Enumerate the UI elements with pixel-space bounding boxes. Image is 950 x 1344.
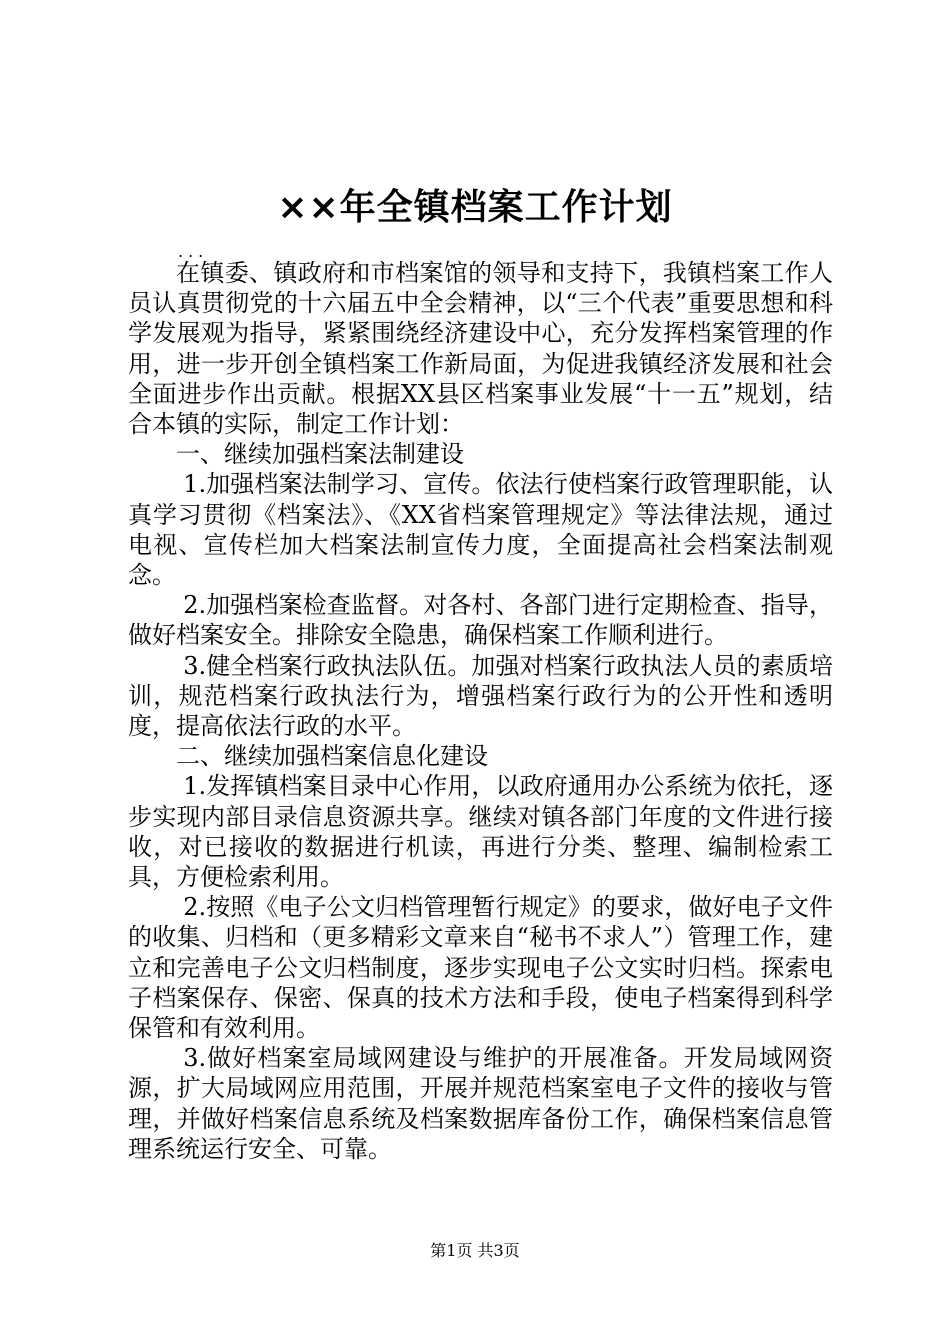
document-title: ××年全镇档案工作计划 <box>277 187 673 228</box>
section-heading: 一、继续加强档案法制建设 <box>176 440 464 469</box>
section-item: 3.做好档案室局域网建设与维护的开展准备。开发局域网资源，扩大局域网应用范围，开展并规范档案室电子文件的接收与管理，并做好档案信息系统及档案数据库备份工作，确保档案信息管理系统运行安全、可靠。 <box>128 1044 833 1163</box>
section-item: 3.健全档案行政执法队伍。加强对档案行政执法人员的素质培训，规范档案行政执法行为，增强档案行政行为的公开性和透明度，提高依法行政的水平。 <box>128 651 833 741</box>
section-item: 1.加强档案法制学习、宣传。依法行使档案行政管理职能，认真学习贯彻《档案法》、《XX省档案管理规定》等法律法规，通过电视、宣传栏加大档案法制宣传力度，全面提高社会档案法制观念。 <box>128 470 833 590</box>
section-heading: 二、继续加强档案信息化建设 <box>176 742 488 771</box>
ellipsis-marker: ... <box>178 242 209 261</box>
section-item: 1.发挥镇档案目录中心作用，以政府通用办公系统为依托，逐步实现内部目录信息资源共享。继续对镇各部门年度的文件进行接收，对已接收的数据进行机读，再进行分类、整理、编制检索工具，方便检索利用。 <box>128 772 833 892</box>
intro-paragraph: 在镇委、镇政府和市档案馆的领导和支持下，我镇档案工作人员认真贯彻党的十六届五中全会精神，以“三个代表”重要思想和科学发展观为指导，紧紧围绕经济建设中心，充分发挥档案管理的作用，进一步开创全镇档案工作新局面，为促进我镇经济发展和社会全面进步作出贡献。根据XX县区档案事业发展“十一五”规划，结合本镇的实际，制定工作计划： <box>128 259 833 439</box>
document-body <box>128 258 833 1164</box>
section-item: 2.加强档案检查监督。对各村、各部门进行定期检查、指导，做好档案安全。排除安全隐患，确保档案工作顺利进行。 <box>128 591 833 650</box>
page-footer: 第1页 共3页 <box>430 1241 520 1260</box>
section-item: 2.按照《电子公文归档管理暂行规定》的要求，做好电子文件的收集、归档和（更多精彩文章来自“秘书不求人”）管理工作，建立和完善电子公文归档制度，逐步实现电子公文实时归档。探索电子档案保存、保密、保真的技术方法和手段，使电子档案得到科学保管和有效利用。 <box>128 893 833 1043</box>
